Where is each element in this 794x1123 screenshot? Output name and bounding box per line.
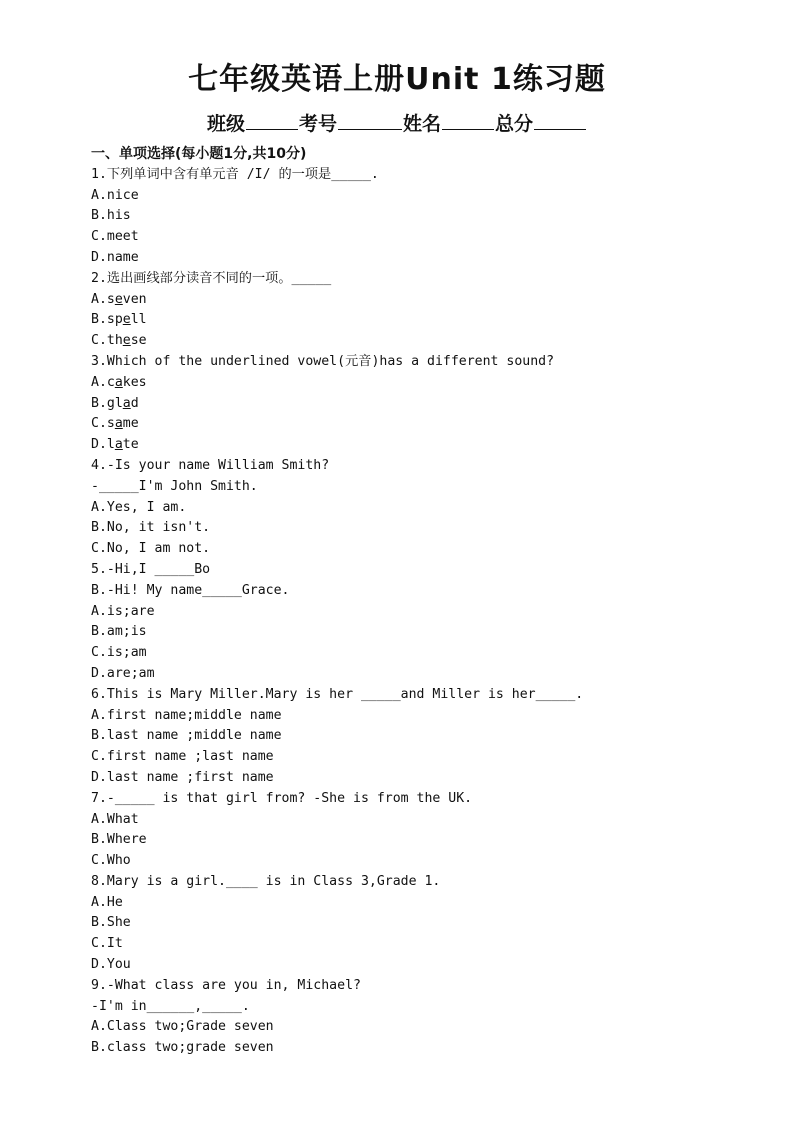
option-text: C.s [91,416,115,432]
question-stem: B.-Hi! My name_____Grace. [91,582,290,598]
question-stem: 7.-_____ is that girl from? -She is from the UK. [91,790,473,806]
question-stem: 5.-Hi,I _____Bo [91,561,211,577]
option: B.She [91,915,131,931]
option: B.Where [91,832,147,848]
exam-number-blank [338,111,402,130]
section-heading: 一、单项选择(每小题1分,共10分) [91,146,307,162]
option: C.No, I am not. [91,541,211,557]
option: B.class two;grade seven [91,1040,274,1056]
total-score-blank [534,111,586,130]
question-stem: -_____I'm John Smith. [91,478,258,494]
underlined-letter: a [114,374,123,390]
total-score-label: 总分 [495,113,534,135]
option: B.his [91,208,131,224]
underlined-letter: e [114,291,123,307]
option [91,373,751,394]
question-stem: 6.This is Mary Miller.Mary is her _____and Miller is her_____. [91,686,584,702]
option: C.Who [91,853,131,869]
question-list [91,144,751,1059]
option-text: kes [122,374,147,390]
option-text: d [130,395,139,411]
option [91,310,751,331]
option-text: me [122,416,139,432]
option-text: A.c [91,374,115,390]
question-stem: 1.下列单词中含有单元音 /I/ 的一项是_____. [91,166,379,182]
option-text: B.gl [91,395,123,411]
question-stem: -I'm in______,_____. [91,998,250,1014]
option-text: ven [122,291,147,307]
underlined-letter: a [114,416,123,432]
option [91,414,751,435]
option: D.name [91,249,139,265]
underlined-letter: a [114,437,123,453]
option: A.What [91,811,139,827]
option: D.last name ;first name [91,769,274,785]
option: C.is;am [91,645,147,661]
option-text: C.th [91,333,123,349]
option-text: A.s [91,291,115,307]
option [91,331,751,352]
exam-number-label: 考号 [298,113,337,135]
option: C.meet [91,229,139,245]
class-blank [246,111,298,130]
option: A.is;are [91,603,155,619]
option [91,394,751,415]
option: A.He [91,894,123,910]
question-stem: 2.选出画线部分读音不同的一项。_____ [91,270,332,286]
student-info-line [0,110,794,138]
option-text: ll [130,312,147,328]
question-stem: 8.Mary is a girl.____ is in Class 3,Grade 1. [91,873,441,889]
option-text: te [122,437,139,453]
option: A.Class two;Grade seven [91,1019,274,1035]
page-title: 七年级英语上册Unit 1练习题 [188,62,606,97]
question-stem: 4.-Is your name William Smith? [91,457,330,473]
option: D.You [91,957,131,973]
name-label: 姓名 [403,113,442,135]
underlined-letter: a [122,395,131,411]
option: B.last name ;middle name [91,728,282,744]
option: C.first name ;last name [91,749,274,765]
option-text: se [130,333,147,349]
option [91,435,751,456]
option: B.am;is [91,624,147,640]
option: A.nice [91,187,139,203]
question-stem: 3.Which of the underlined vowel(元音)has a different sound? [91,353,555,369]
question-stem: 9.-What class are you in, Michael? [91,977,361,993]
option: D.are;am [91,665,155,681]
option [91,290,751,311]
option-text: D.l [91,437,115,453]
name-blank [442,111,494,130]
option: C.It [91,936,123,952]
option-text: B.sp [91,312,123,328]
option: A.first name;middle name [91,707,282,723]
underlined-letter: e [122,312,131,328]
option: A.Yes, I am. [91,499,187,515]
class-label: 班级 [206,113,245,135]
option: B.No, it isn't. [91,520,211,536]
underlined-letter: e [122,333,131,349]
